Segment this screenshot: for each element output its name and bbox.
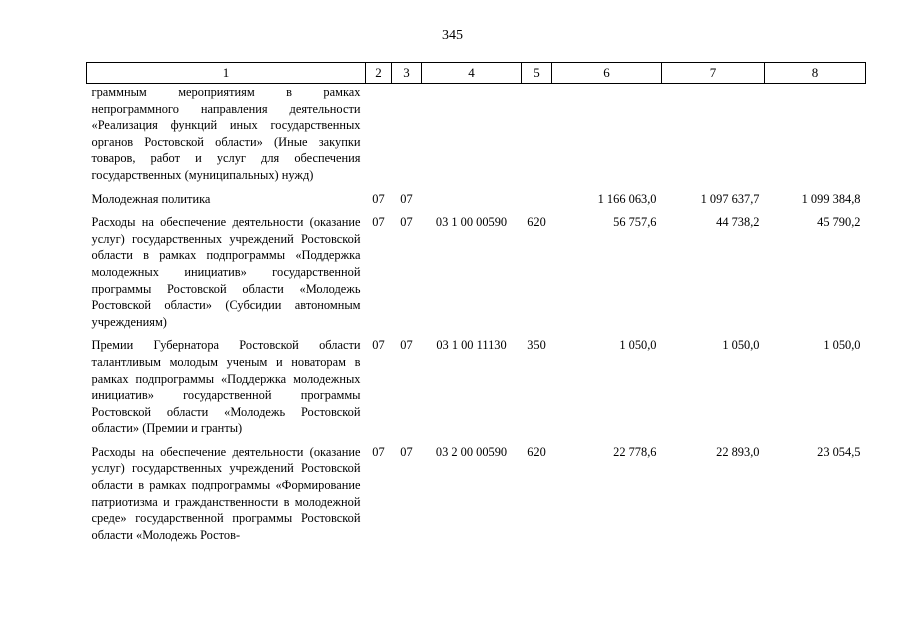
- row-expense-type: [522, 191, 552, 208]
- row-description: Расходы на обеспечение деятельности (оказание услуг) государственных учреждений Ростовской области в рамках подпрограммы «Поддержка молодежных инициатив» государственной программы Ростовской области «Молодежь Ростовской области» (Субсидии автономным учреждениям): [91, 215, 361, 329]
- column-header: 6: [552, 63, 662, 84]
- row-subsection: 07: [400, 191, 413, 206]
- row-subsection: 07: [400, 338, 413, 353]
- table-row: [87, 84, 866, 184]
- row-target-code: 03 2 00 00590: [435, 444, 508, 459]
- row-subsection: 07: [400, 215, 413, 230]
- row-expense-type: 620: [527, 215, 546, 230]
- row-amount-col6: 56 757,6: [613, 215, 657, 230]
- row-amount-col6: 1 166 063,0: [597, 191, 657, 206]
- table-header-row: [87, 63, 866, 84]
- table-row: [87, 191, 866, 208]
- row-target-code: 03 1 00 11130: [436, 338, 507, 353]
- row-description: Молодежная политика: [91, 191, 211, 206]
- row-amount-col7: [662, 84, 765, 184]
- row-amount-col6: 22 778,6: [613, 444, 657, 459]
- row-target-code: [422, 84, 522, 184]
- row-expense-type: 620: [527, 444, 546, 459]
- row-section: 07: [372, 338, 385, 353]
- row-amount-col8: 1 099 384,8: [801, 191, 861, 206]
- row-amount-col6: 1 050,0: [619, 338, 657, 353]
- column-header: 1: [87, 63, 366, 84]
- column-header: 3: [392, 63, 422, 84]
- page-number: 345: [442, 28, 463, 43]
- row-amount-col6: [552, 84, 662, 184]
- budget-table: [86, 62, 866, 543]
- row-amount-col7: 44 738,2: [716, 215, 760, 230]
- row-expense-type: [522, 84, 552, 184]
- table-row: [87, 444, 866, 544]
- column-header: 2: [366, 63, 392, 84]
- row-target-code: [422, 191, 522, 208]
- column-header: 4: [422, 63, 522, 84]
- row-amount-col8: [765, 84, 866, 184]
- row-description: Премии Губернатора Ростовской области талантливым молодым ученым и новаторам в рамках подпрограммы «Поддержка молодежных инициатив» государственной программы Ростовской области «Молодежь Ростовской области» (Премии и гранты): [91, 338, 361, 436]
- row-subsection: [392, 84, 422, 184]
- row-amount-col7: 1 050,0: [722, 338, 760, 353]
- row-subsection: 07: [400, 444, 413, 459]
- row-target-code: 03 1 00 00590: [435, 215, 508, 230]
- table-row: [87, 214, 866, 330]
- row-amount-col8: 23 054,5: [817, 444, 861, 459]
- row-amount-col7: 1 097 637,7: [700, 191, 760, 206]
- row-amount-col8: 1 050,0: [823, 338, 861, 353]
- row-amount-col8: 45 790,2: [817, 215, 861, 230]
- column-header: 8: [765, 63, 866, 84]
- row-section: 07: [372, 215, 385, 230]
- row-section: [366, 84, 392, 184]
- row-expense-type: 350: [527, 338, 546, 353]
- table-row: [87, 337, 866, 437]
- row-section: 07: [372, 191, 385, 206]
- row-description: Расходы на обеспечение деятельности (оказание услуг) государственных учреждений Ростовской области в рамках подпрограммы «Формирование патриотизма и гражданственности в молодежной среде» государственной программы Ростовской области «Молодежь Ростов-: [91, 444, 361, 542]
- column-header: 5: [522, 63, 552, 84]
- row-description: граммным мероприятиям в рамках непрограммного направления деятельности «Реализация функций иных государственных органов Ростовской области» (Иные закупки товаров, работ и услуг для обеспечения государственных (муниципальных) нужд): [91, 85, 361, 182]
- row-section: 07: [372, 444, 385, 459]
- row-amount-col7: 22 893,0: [716, 444, 760, 459]
- column-header: 7: [662, 63, 765, 84]
